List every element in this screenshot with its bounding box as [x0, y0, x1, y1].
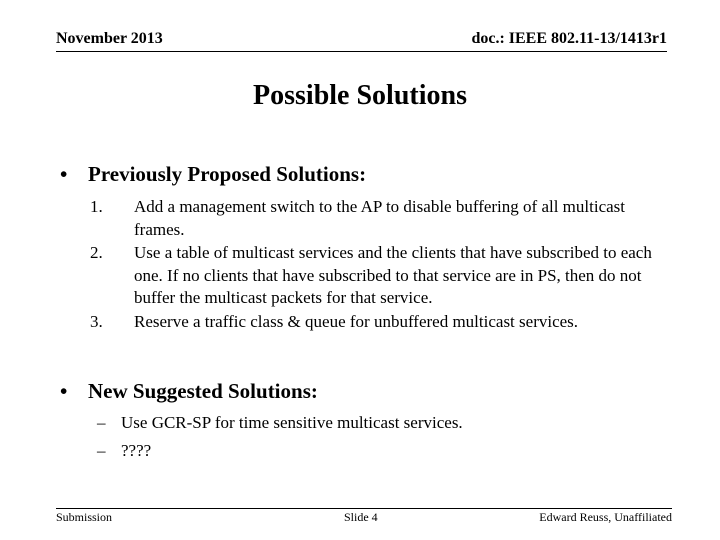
footer-slide-number: Slide 4: [344, 510, 378, 524]
section-heading-text: Previously Proposed Solutions:: [88, 162, 367, 186]
list-item-text: Add a management switch to the AP to disable buffering of all multicast frames.: [134, 197, 626, 239]
list-item: [90, 311, 670, 334]
section-new-heading: [60, 379, 318, 404]
list-item-text: Use GCR-SP for time sensitive multicast services.: [121, 413, 463, 432]
dash-marker: –: [97, 413, 106, 432]
list-item-number: 1.: [90, 197, 103, 216]
list-item-text: ????: [121, 441, 152, 460]
header-date: November 2013: [56, 30, 163, 47]
bullet-marker: •: [60, 379, 68, 403]
dash-marker: –: [97, 441, 106, 460]
header-divider: [56, 51, 667, 52]
header-doc-id: doc.: IEEE 802.11-13/1413r1: [471, 30, 667, 47]
bullet-marker: •: [60, 162, 68, 186]
list-item: [97, 412, 463, 440]
slide-title: Possible Solutions: [253, 80, 467, 111]
section-previous-heading: [60, 162, 366, 187]
list-item-number: 2.: [90, 243, 103, 262]
footer-divider: [56, 508, 672, 509]
list-item: [90, 242, 670, 310]
list-item-text: Use a table of multicast services and the clients that have subscribed to each one. If no clients that have subscribed to that service are in PS, then do not buffer the multicast packets for that service.: [134, 243, 652, 307]
list-item: [97, 440, 463, 468]
footer-submission: Submission: [56, 510, 113, 524]
new-solutions-list: [97, 412, 463, 468]
list-item-number: 3.: [90, 311, 103, 331]
footer-author: Edward Reuss, Unaffiliated: [539, 510, 672, 524]
previous-solutions-list: [90, 196, 670, 334]
section-heading-text: New Suggested Solutions:: [88, 379, 318, 403]
list-item: [90, 196, 670, 241]
list-item-text: Reserve a traffic class & queue for unbuffered multicast services.: [134, 311, 579, 331]
